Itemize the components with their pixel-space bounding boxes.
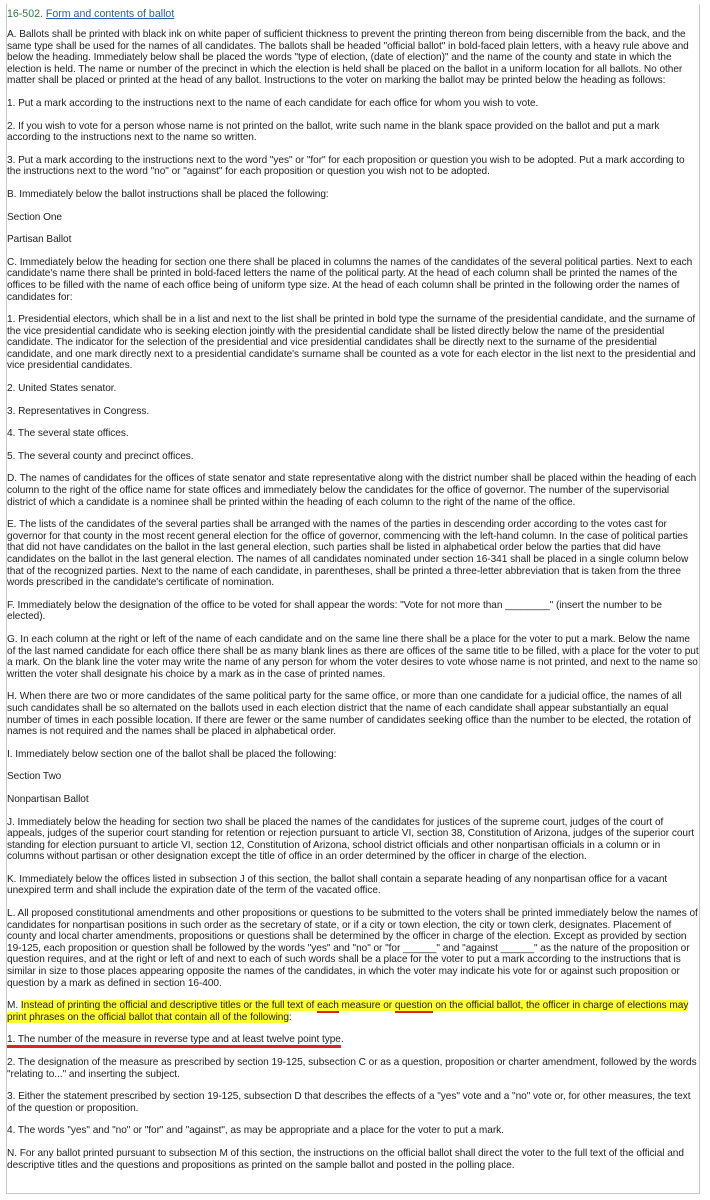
paragraph-m	[7, 1000, 699, 1023]
paragraph-m-part3: on the official ballot, the officer in charge of elections may print phrases on the official ballot that contain all of the following	[7, 1000, 689, 1023]
paragraph-d: D. The names of candidates for the offices of state senator and state representative along with the district number shall be placed within the heading of each column to the right of the office name for state offices and immediately below the candidates for the office of governor. The number of the supervisorial district of which a candidate is a nominee shall be printed within the heading of each column to the right of the name of the office.	[7, 473, 697, 508]
paragraph-m-colon: :	[288, 1011, 292, 1023]
underlined-question: question	[394, 1000, 433, 1012]
statute-document	[6, 4, 700, 1194]
paragraph-m-part1: Instead of printing the official and descriptive titles or the full text of	[20, 1000, 318, 1012]
paragraph-l: L. All proposed constitutional amendments and other propositions or questions to be submitted to the voters shall be printed immediately below the names of candidates for nonpartisan positions in such order as the secretary of state, or if a city or town election, the city or town clerk, designates. Placement of county and local charter amendments, propositions or questions shall be determined by the officer in charge of the election. Except as provided by section 19-125, each proposition or question shall be followed by the words "yes" and "no" or "for ______" and "against ______" as the nature of the proposition or question requires, and at the right or left of and next to each of such words shall be a place for the voter to put a mark according to the instructions that is similar in size to those places appearing opposite the names of the candidates, in which the voter may indicate his vote for or against such proposition or question by a mark as defined in section 16-400.	[7, 908, 698, 989]
section-two-heading: Section Two	[7, 771, 62, 783]
paragraph-c-2: 2. United States senator.	[7, 383, 117, 395]
section-one-heading: Section One	[7, 211, 63, 223]
paragraph-m-prefix: M.	[7, 1000, 21, 1012]
paragraph-a-3: 3. Put a mark according to the instructions next to the word "yes" or "for" for each proposition or question you wish to be adopted. Put a mark according to the instructions next to the word "no" or "against" for each proposition or question you wish not to be adopted.	[7, 154, 685, 178]
paragraph-m-2: 2. The designation of the measure as prescribed by section 19-125, subsection C or as a question, proposition or charter amendment, followed by the words "relating to..." and inserting the subject.	[7, 1057, 697, 1080]
paragraph-m-4: 4. The words "yes" and "no" or "for" and "against", as may be appropriate and a place for the voter to put a mark.	[7, 1125, 504, 1137]
section-title-link[interactable]: Form and contents of ballot	[45, 8, 175, 20]
paragraph-c-1: 1. Presidential electors, which shall be in a list and next to the list shall be printed in bold type the surname of the presidential candidate, and the surname of the vice presidential candidate who is seeking election jointly with the presidential candidate shall be listed directly below the name of the presidential candidate. The indicator for the selection of the presidential and vice presidential candidates shall be directly next to the surname of the presidential candidate, and one mark directly next to a presidential candidate's surname shall be counted as a vote for each elector in the list next to the presidential and vice presidential candidates.	[7, 314, 696, 372]
paragraph-n: N. For any ballot printed pursuant to subsection M of this section, the instructions on the official ballot shall direct the voter to the full text of the official and descriptive titles and the questions and propositions as printed on the sample ballot and posted in the polling place.	[7, 1147, 684, 1171]
paragraph-b: B. Immediately below the ballot instructions shall be placed the following:	[7, 188, 329, 200]
paragraph-m-1-end: .	[340, 1034, 344, 1046]
paragraph-a-1: 1. Put a mark according to the instructions next to the name of each candidate for each office for whom you wish to vote.	[7, 97, 539, 109]
paragraph-m-part2: measure or	[338, 1000, 395, 1012]
paragraph-g: G. In each column at the right or left of the name of each candidate and on the same line there shall be a place for the voter to put a mark. Below the name of the last named candidate for each office there shall be as many blank lines as there are offices of the same title to be filled, with a place for the voter to put a mark. On the blank line the voter may write the name of any person for whom the voter desires to vote whose name is not printed, and next to the name so written the voter shall designate his choice by a mark as in the case of printed names.	[7, 633, 699, 680]
paragraph-e: E. The lists of the candidates of the several parties shall be arranged with the names of the parties in descending order according to the votes cast for governor for that county in the most recent general election for the office of governor, commencing with the left-hand column. In the case of political parties that did not have candidates on the ballot in the last general election, such parties shall be listed in alphabetical order below the parties that did have candidates on the ballot in the last general election. The names of all candidates nominated under section 16-341 shall be placed in a single column below that of the recognized parties. Next to the name of each candidate, in parentheses, shall be printed a three-letter abbreviation that is taken from the three words prescribed in the candidate's certificate of nomination.	[7, 519, 689, 589]
paragraph-h: H. When there are two or more candidates of the same political party for the same office, or more than one candidate for a judicial office, the names of all such candidates shall be so alternated on the ballots used in each election district that the name of each candidate shall appear substantially an equal number of times in each possible location. If there are fewer or the same number of candidates seeking office than the number to be elected, the rotation of names is not required and the names shall be placed in alphabetical order.	[7, 691, 691, 738]
underlined-reverse-type: 1. The number of the measure in reverse type and at least twelve point type	[7, 1034, 341, 1048]
paragraph-m-3: 3. Either the statement prescribed by section 19-125, subsection D that describes the effects of a "yes" vote and a "no" vote or, for other measures, the text of the question or proposition.	[7, 1091, 691, 1114]
paragraph-c-4: 4. The several state offices.	[7, 428, 129, 440]
highlighted-text	[7, 1000, 688, 1023]
nonpartisan-ballot-heading: Nonpartisan Ballot	[7, 793, 89, 805]
partisan-ballot-heading: Partisan Ballot	[7, 234, 72, 246]
paragraph-k: K. Immediately below the offices listed in subsection J of this section, the ballot shall contain a separate heading of any nonpartisan office for a vacant unexpired term and shall include the expiration date of the term of the vacated office.	[7, 873, 668, 897]
paragraph-a: A. Ballots shall be printed with black ink on white paper of sufficient thickness to prevent the printing thereon from being discernible from the back, and the same type shall be used for the names of all candidates. The ballots shall be headed "official ballot" in bold-faced plain letters, with a heavy rule above and below the heading. Immediately below shall be placed the words "type of election, (date of election)" and the name of the county and state in which the election is held. The name or number of the precinct in which the election is held shall be placed on the ballot in a uniform location for all ballots. No other matter shall be placed or printed at the head of any ballot. Instructions to the voter on marking the ballot may be printed below the heading as follows:	[7, 29, 689, 87]
paragraph-a-2: 2. If you wish to vote for a person whose name is not printed on the ballot, write such name in the blank space provided on the ballot and put a mark according to the instructions next to the name so written.	[7, 120, 660, 144]
paragraph-c: C. Immediately below the heading for section one there shall be placed in columns the names of the candidates of the several political parties. Next to each candidate's name there shall be printed in bold-faced letters the name of the political party. At the head of each column shall be printed the names of the offices to be filled with the name of each office being of uniform type size. At the head of each column shall be printed in the following order the names of candidates for:	[7, 256, 693, 303]
paragraph-f: F. Immediately below the designation of the office to be voted for shall appear the words: "Vote for not more than ________" (insert the number to be elected).	[7, 599, 662, 623]
paragraph-c-5: 5. The several county and precinct offices.	[7, 450, 194, 462]
section-heading	[7, 7, 699, 21]
paragraph-m-1	[7, 1034, 699, 1046]
paragraph-i: I. Immediately below section one of the ballot shall be placed the following:	[7, 748, 337, 760]
underlined-each: each	[317, 1000, 339, 1012]
paragraph-c-3: 3. Representatives in Congress.	[7, 405, 150, 417]
section-number: 16-502.	[7, 8, 43, 20]
paragraph-j: J. Immediately below the heading for section two shall be placed the names of the candidates for justices of the supreme court, judges of the court of appeals, judges of the superior court standing for retention or rejection pursuant to article VI, section 38, Constitution of Arizona, judges of the superior court standing for election pursuant to article VI, section 12, Constitution of Arizona, school district officials and other nonpartisan officials in a column or in columns without partisan or other designation except the title of office in an order determined by the officer in charge of the election.	[7, 816, 695, 863]
